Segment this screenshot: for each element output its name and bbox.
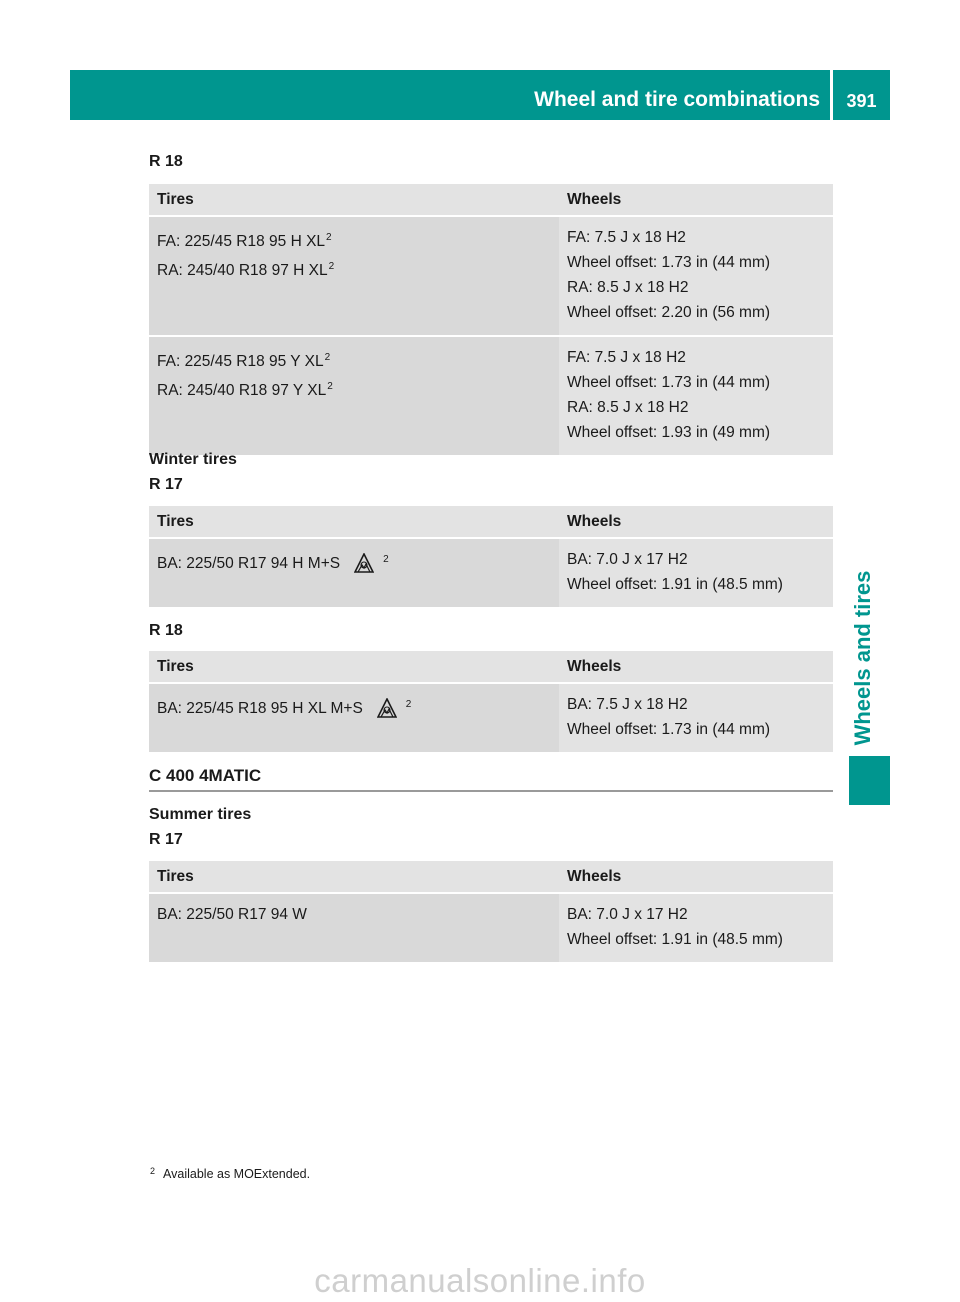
heading-winter-tires: Winter tires: [149, 451, 237, 468]
table-row: [149, 893, 833, 962]
spec-table: [149, 651, 833, 752]
page-title: Wheel and tire combinations: [534, 88, 820, 111]
wheel-line: BA: 7.0 J x 17 H2: [567, 551, 688, 568]
watermark: carmanualsonline.info: [314, 1262, 646, 1299]
heading-r18: R 18: [149, 622, 183, 639]
footnote-ref: 2: [405, 699, 412, 710]
heading-r18: R 18: [149, 153, 183, 170]
tires-column-header: Tires: [149, 506, 559, 538]
tire-line: BA: 225/50 R17 94 W: [157, 906, 307, 923]
wheel-line: RA: 8.5 J x 18 H2: [567, 279, 689, 296]
tire-cell: [149, 893, 559, 962]
wheel-line: Wheel offset: 1.91 in (48.5 mm): [567, 931, 783, 948]
tire-line: RA: 245/40 R18 97 Y $XL^2$: [157, 381, 333, 399]
wheel-line: Wheel offset: 1.93 in (49 mm): [567, 424, 771, 441]
wheel-line: BA: 7.5 J x 18 H2: [567, 696, 688, 713]
wheels-column-header: Wheels: [559, 184, 833, 216]
tire-line: FA: 225/45 R18 95 H $XL^2$: [157, 232, 332, 250]
section-title: C 400 4MATIC: [149, 766, 833, 792]
wheel-line: Wheel offset: 1.73 in (44 mm): [567, 374, 771, 391]
tire-line: BA: 225/50 R17 94 H M+S $^2$: [157, 547, 551, 581]
footnote-ref: 2: [324, 352, 331, 363]
wheel-line: FA: 7.5 J x 18 H2: [567, 229, 686, 246]
footnote-ref: 2: [328, 261, 335, 272]
wheel-cell: [559, 893, 833, 962]
wheels-column-header: Wheels: [559, 651, 833, 683]
wheel-line: RA: 8.5 J x 18 H2: [567, 399, 689, 416]
side-tab-label: Wheels and tires: [849, 570, 875, 746]
footnote-ref: 2: [326, 232, 332, 243]
wheels-column-header: Wheels: [559, 861, 833, 893]
tire-line: RA: 245/40 R18 97 H $XL^2$: [157, 261, 335, 279]
tire-line: BA: 225/45 R18 95 H XL M+S $^2$: [157, 692, 551, 726]
table-row: [149, 336, 833, 455]
tires-column-header: Tires: [149, 651, 559, 683]
tire-line: FA: 225/45 R18 95 Y $XL^2$: [157, 352, 331, 370]
tires-column-header: Tires: [149, 861, 559, 893]
wheel-line: FA: 7.5 J x 18 H2: [567, 349, 686, 366]
footnote-number: 2: [150, 1166, 156, 1176]
heading-summer-tires: Summer tires: [149, 806, 252, 823]
tire-cell: [149, 336, 559, 455]
snowflake-mountain-icon: [377, 698, 397, 726]
tire-cell: [149, 683, 559, 752]
spec-table: [149, 184, 833, 455]
wheel-line: BA: 7.0 J x 17 H2: [567, 906, 688, 923]
side-tab: [835, 558, 890, 758]
table-header-row: [149, 506, 833, 538]
tire-cell: [149, 538, 559, 607]
table-row: [149, 683, 833, 752]
table-header-row: [149, 861, 833, 893]
spec-table: [149, 861, 833, 962]
heading-r17: R 17: [149, 476, 183, 493]
wheel-cell: [559, 538, 833, 607]
side-tab-marker: [849, 756, 890, 805]
wheel-line: Wheel offset: 1.73 in (44 mm): [567, 721, 771, 738]
wheel-cell: [559, 683, 833, 752]
wheel-cell: [559, 336, 833, 455]
snowflake-mountain-icon: [354, 553, 374, 581]
wheel-line: Wheel offset: 1.91 in (48.5 mm): [567, 576, 783, 593]
table-header-row: [149, 184, 833, 216]
footnote: [149, 1166, 310, 1181]
table-row: [149, 216, 833, 336]
wheel-line: Wheel offset: 1.73 in (44 mm): [567, 254, 771, 271]
tire-cell: [149, 216, 559, 336]
wheel-line: Wheel offset: 2.20 in (56 mm): [567, 304, 771, 321]
spec-table: [149, 506, 833, 607]
footnote-text: Available as MOExtended.: [163, 1167, 311, 1181]
table-header-row: [149, 651, 833, 683]
table-row: [149, 538, 833, 607]
page-number: 391: [846, 91, 877, 111]
footnote-ref: 2: [383, 554, 389, 565]
tires-column-header: Tires: [149, 184, 559, 216]
wheels-column-header: Wheels: [559, 506, 833, 538]
footnote-ref: 2: [327, 381, 333, 392]
heading-r17: R 17: [149, 831, 183, 848]
wheel-cell: [559, 216, 833, 336]
